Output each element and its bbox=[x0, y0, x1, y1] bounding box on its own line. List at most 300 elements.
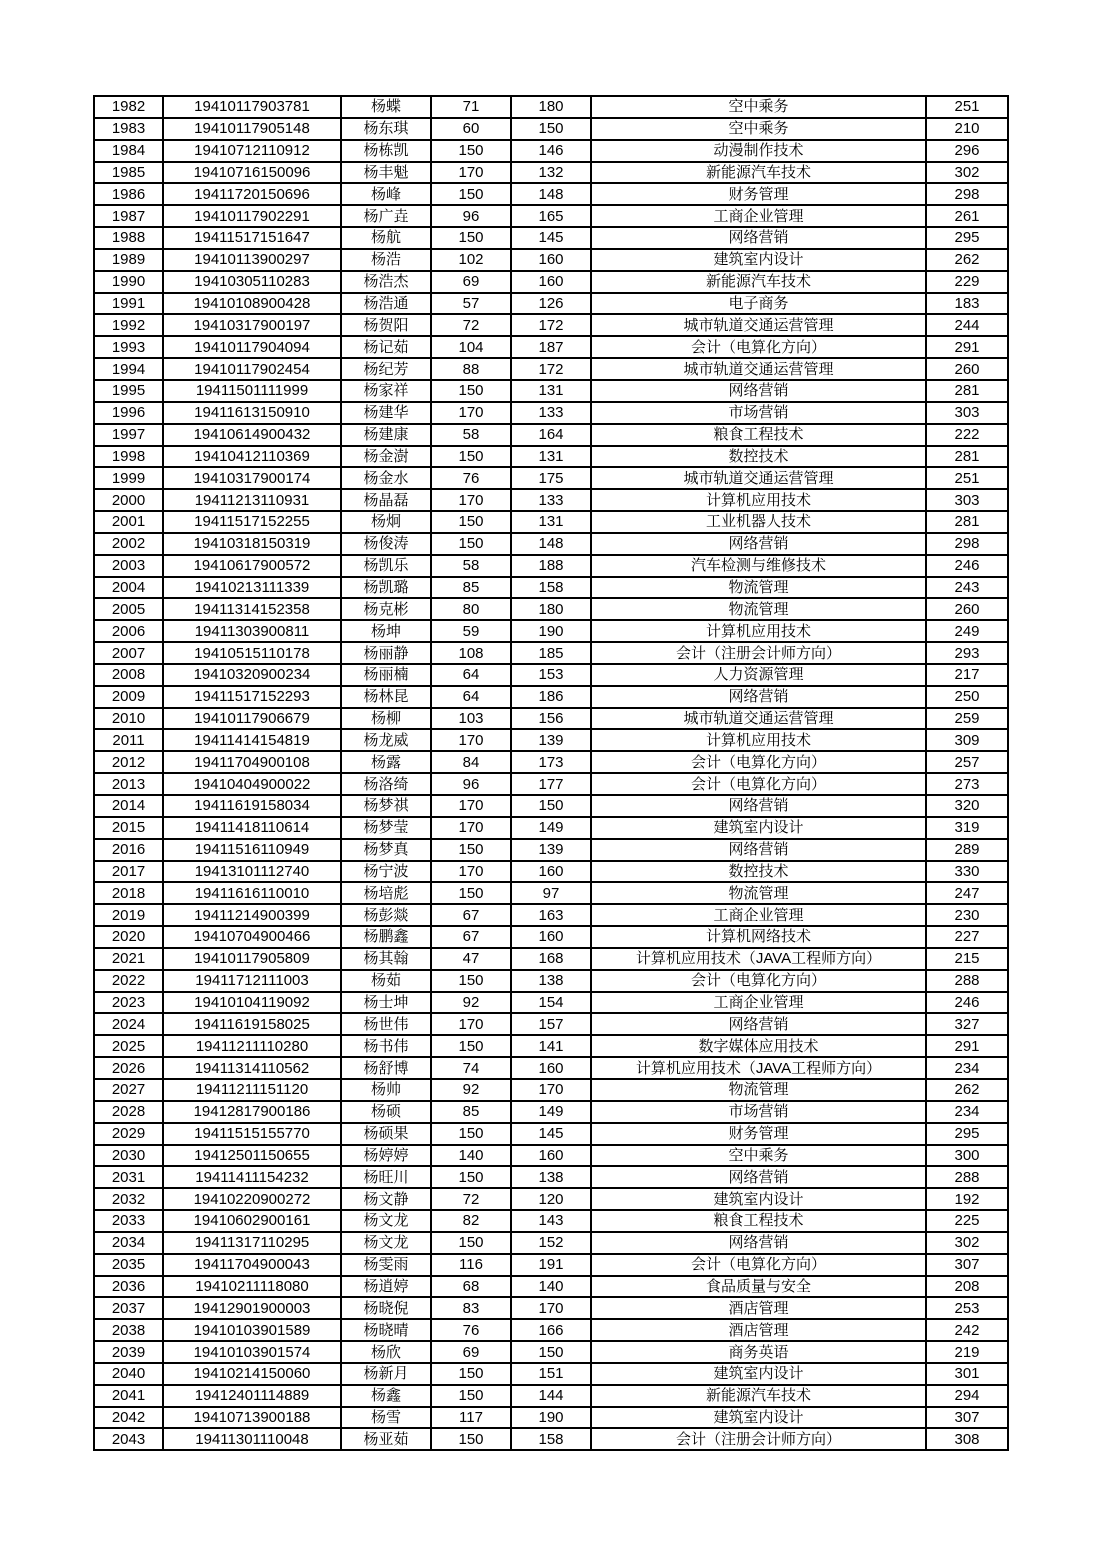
cell-student-name: 杨坤 bbox=[341, 620, 431, 642]
cell-student-name: 杨东琪 bbox=[341, 118, 431, 140]
cell-admitted-major: 动漫制作技术 bbox=[591, 140, 926, 162]
table-row bbox=[94, 183, 1008, 205]
cell-admitted-major: 建筑室内设计 bbox=[591, 1188, 926, 1210]
table-row bbox=[94, 1428, 1008, 1450]
cell-admitted-major: 工商企业管理 bbox=[591, 904, 926, 926]
cell-score-2: 170 bbox=[511, 1079, 591, 1101]
cell-sequence-number: 2001 bbox=[94, 511, 163, 533]
cell-admitted-major: 商务英语 bbox=[591, 1341, 926, 1363]
cell-score-2: 149 bbox=[511, 817, 591, 839]
cell-exam-number: 19411516110949 bbox=[163, 839, 341, 861]
cell-exam-number: 19410213111339 bbox=[163, 577, 341, 599]
cell-score-2: 97 bbox=[511, 882, 591, 904]
cell-score-1: 150 bbox=[431, 511, 511, 533]
cell-exam-number: 19410117902291 bbox=[163, 205, 341, 227]
cell-total-score: 294 bbox=[926, 1385, 1008, 1407]
table-row bbox=[94, 1319, 1008, 1341]
cell-admitted-major: 新能源汽车技术 bbox=[591, 271, 926, 293]
table-row bbox=[94, 992, 1008, 1014]
cell-score-2: 133 bbox=[511, 402, 591, 424]
cell-exam-number: 19410103901574 bbox=[163, 1341, 341, 1363]
cell-score-2: 187 bbox=[511, 336, 591, 358]
cell-exam-number: 19410117903781 bbox=[163, 96, 341, 118]
cell-score-2: 154 bbox=[511, 992, 591, 1014]
cell-sequence-number: 2038 bbox=[94, 1319, 163, 1341]
cell-exam-number: 19411314110562 bbox=[163, 1057, 341, 1079]
cell-total-score: 249 bbox=[926, 620, 1008, 642]
cell-admitted-major: 计算机应用技术 bbox=[591, 489, 926, 511]
cell-total-score: 288 bbox=[926, 1166, 1008, 1188]
table-row bbox=[94, 1385, 1008, 1407]
cell-sequence-number: 2042 bbox=[94, 1407, 163, 1429]
cell-student-name: 杨金水 bbox=[341, 467, 431, 489]
cell-total-score: 251 bbox=[926, 467, 1008, 489]
cell-exam-number: 19410317900174 bbox=[163, 467, 341, 489]
cell-score-1: 84 bbox=[431, 751, 511, 773]
cell-sequence-number: 2029 bbox=[94, 1123, 163, 1145]
cell-sequence-number: 2011 bbox=[94, 729, 163, 751]
table-row bbox=[94, 336, 1008, 358]
cell-score-2: 153 bbox=[511, 664, 591, 686]
cell-total-score: 273 bbox=[926, 773, 1008, 795]
cell-exam-number: 19413101112740 bbox=[163, 861, 341, 883]
cell-exam-number: 19410305110283 bbox=[163, 271, 341, 293]
cell-score-2: 180 bbox=[511, 96, 591, 118]
cell-student-name: 杨建华 bbox=[341, 402, 431, 424]
cell-admitted-major: 会计（电算化方向） bbox=[591, 970, 926, 992]
cell-score-1: 116 bbox=[431, 1254, 511, 1276]
cell-score-1: 47 bbox=[431, 948, 511, 970]
cell-exam-number: 19410113900297 bbox=[163, 249, 341, 271]
cell-total-score: 260 bbox=[926, 358, 1008, 380]
cell-total-score: 247 bbox=[926, 882, 1008, 904]
cell-score-1: 76 bbox=[431, 467, 511, 489]
cell-score-1: 60 bbox=[431, 118, 511, 140]
cell-total-score: 295 bbox=[926, 1123, 1008, 1145]
cell-total-score: 327 bbox=[926, 1013, 1008, 1035]
cell-admitted-major: 酒店管理 bbox=[591, 1319, 926, 1341]
cell-sequence-number: 2006 bbox=[94, 620, 163, 642]
cell-score-1: 170 bbox=[431, 489, 511, 511]
cell-student-name: 杨雯雨 bbox=[341, 1254, 431, 1276]
cell-score-1: 68 bbox=[431, 1276, 511, 1298]
cell-score-2: 143 bbox=[511, 1210, 591, 1232]
cell-admitted-major: 空中乘务 bbox=[591, 118, 926, 140]
cell-sequence-number: 1988 bbox=[94, 227, 163, 249]
cell-student-name: 杨欣 bbox=[341, 1341, 431, 1363]
cell-sequence-number: 1998 bbox=[94, 446, 163, 468]
cell-total-score: 251 bbox=[926, 96, 1008, 118]
table-row bbox=[94, 708, 1008, 730]
cell-score-1: 76 bbox=[431, 1319, 511, 1341]
cell-score-2: 139 bbox=[511, 729, 591, 751]
cell-score-2: 126 bbox=[511, 293, 591, 315]
table-row bbox=[94, 227, 1008, 249]
cell-student-name: 杨培彪 bbox=[341, 882, 431, 904]
cell-score-2: 144 bbox=[511, 1385, 591, 1407]
cell-sequence-number: 1983 bbox=[94, 118, 163, 140]
table-row bbox=[94, 249, 1008, 271]
cell-score-1: 117 bbox=[431, 1407, 511, 1429]
cell-sequence-number: 2027 bbox=[94, 1079, 163, 1101]
cell-score-2: 157 bbox=[511, 1013, 591, 1035]
cell-score-2: 160 bbox=[511, 861, 591, 883]
cell-student-name: 杨浩杰 bbox=[341, 271, 431, 293]
cell-student-name: 杨文龙 bbox=[341, 1210, 431, 1232]
cell-total-score: 246 bbox=[926, 555, 1008, 577]
cell-sequence-number: 2040 bbox=[94, 1363, 163, 1385]
cell-score-2: 148 bbox=[511, 183, 591, 205]
cell-student-name: 杨栋凯 bbox=[341, 140, 431, 162]
cell-student-name: 杨凯璐 bbox=[341, 577, 431, 599]
cell-total-score: 296 bbox=[926, 140, 1008, 162]
cell-exam-number: 19412901900003 bbox=[163, 1297, 341, 1319]
cell-total-score: 253 bbox=[926, 1297, 1008, 1319]
cell-sequence-number: 2039 bbox=[94, 1341, 163, 1363]
cell-sequence-number: 1987 bbox=[94, 205, 163, 227]
cell-total-score: 244 bbox=[926, 314, 1008, 336]
cell-score-2: 149 bbox=[511, 1101, 591, 1123]
cell-score-2: 191 bbox=[511, 1254, 591, 1276]
cell-score-1: 170 bbox=[431, 1013, 511, 1035]
cell-sequence-number: 2033 bbox=[94, 1210, 163, 1232]
cell-admitted-major: 计算机应用技术 bbox=[591, 620, 926, 642]
cell-sequence-number: 2008 bbox=[94, 664, 163, 686]
cell-student-name: 杨纪芳 bbox=[341, 358, 431, 380]
cell-exam-number: 19410214150060 bbox=[163, 1363, 341, 1385]
cell-total-score: 320 bbox=[926, 795, 1008, 817]
cell-score-2: 150 bbox=[511, 795, 591, 817]
cell-exam-number: 19411517151647 bbox=[163, 227, 341, 249]
cell-sequence-number: 2020 bbox=[94, 926, 163, 948]
cell-student-name: 杨梦莹 bbox=[341, 817, 431, 839]
cell-score-1: 150 bbox=[431, 446, 511, 468]
cell-score-1: 150 bbox=[431, 227, 511, 249]
cell-exam-number: 19411418110614 bbox=[163, 817, 341, 839]
cell-admitted-major: 会计（电算化方向） bbox=[591, 1254, 926, 1276]
cell-admitted-major: 工业机器人技术 bbox=[591, 511, 926, 533]
table-row bbox=[94, 773, 1008, 795]
cell-admitted-major: 网络营销 bbox=[591, 839, 926, 861]
cell-sequence-number: 2022 bbox=[94, 970, 163, 992]
table-row bbox=[94, 1297, 1008, 1319]
cell-total-score: 298 bbox=[926, 183, 1008, 205]
cell-student-name: 杨宁波 bbox=[341, 861, 431, 883]
cell-student-name: 杨航 bbox=[341, 227, 431, 249]
cell-exam-number: 19411314152358 bbox=[163, 598, 341, 620]
cell-admitted-major: 食品质量与安全 bbox=[591, 1276, 926, 1298]
cell-student-name: 杨蝶 bbox=[341, 96, 431, 118]
cell-score-1: 170 bbox=[431, 402, 511, 424]
cell-score-1: 67 bbox=[431, 926, 511, 948]
cell-exam-number: 19412501150655 bbox=[163, 1145, 341, 1167]
cell-score-1: 150 bbox=[431, 970, 511, 992]
cell-total-score: 302 bbox=[926, 1232, 1008, 1254]
cell-score-1: 64 bbox=[431, 664, 511, 686]
table-row bbox=[94, 1188, 1008, 1210]
cell-total-score: 291 bbox=[926, 1035, 1008, 1057]
cell-score-2: 190 bbox=[511, 1407, 591, 1429]
cell-student-name: 杨新月 bbox=[341, 1363, 431, 1385]
table-row bbox=[94, 948, 1008, 970]
cell-score-1: 150 bbox=[431, 1123, 511, 1145]
cell-total-score: 293 bbox=[926, 642, 1008, 664]
cell-exam-number: 19410211118080 bbox=[163, 1276, 341, 1298]
table-row bbox=[94, 751, 1008, 773]
cell-total-score: 303 bbox=[926, 489, 1008, 511]
cell-exam-number: 19410602900161 bbox=[163, 1210, 341, 1232]
cell-student-name: 杨舒博 bbox=[341, 1057, 431, 1079]
cell-admitted-major: 城市轨道交通运营管理 bbox=[591, 314, 926, 336]
cell-sequence-number: 2032 bbox=[94, 1188, 163, 1210]
table-row bbox=[94, 467, 1008, 489]
cell-score-2: 139 bbox=[511, 839, 591, 861]
table-row bbox=[94, 140, 1008, 162]
cell-score-2: 152 bbox=[511, 1232, 591, 1254]
cell-score-2: 166 bbox=[511, 1319, 591, 1341]
cell-student-name: 杨克彬 bbox=[341, 598, 431, 620]
cell-score-2: 150 bbox=[511, 1341, 591, 1363]
cell-score-1: 69 bbox=[431, 1341, 511, 1363]
cell-student-name: 杨浩 bbox=[341, 249, 431, 271]
cell-total-score: 330 bbox=[926, 861, 1008, 883]
cell-exam-number: 19411301110048 bbox=[163, 1428, 341, 1450]
cell-exam-number: 19410617900572 bbox=[163, 555, 341, 577]
cell-total-score: 234 bbox=[926, 1101, 1008, 1123]
cell-student-name: 杨逍婷 bbox=[341, 1276, 431, 1298]
cell-total-score: 208 bbox=[926, 1276, 1008, 1298]
table-row bbox=[94, 1013, 1008, 1035]
cell-score-2: 175 bbox=[511, 467, 591, 489]
cell-exam-number: 19410716150096 bbox=[163, 162, 341, 184]
cell-score-2: 140 bbox=[511, 1276, 591, 1298]
cell-sequence-number: 2004 bbox=[94, 577, 163, 599]
table-row bbox=[94, 533, 1008, 555]
table-row bbox=[94, 446, 1008, 468]
table-row bbox=[94, 882, 1008, 904]
table-row bbox=[94, 205, 1008, 227]
cell-exam-number: 19411517152293 bbox=[163, 686, 341, 708]
cell-total-score: 301 bbox=[926, 1363, 1008, 1385]
cell-total-score: 222 bbox=[926, 424, 1008, 446]
table-row bbox=[94, 1276, 1008, 1298]
cell-student-name: 杨峰 bbox=[341, 183, 431, 205]
table-row bbox=[94, 1166, 1008, 1188]
cell-admitted-major: 会计（注册会计师方向） bbox=[591, 1428, 926, 1450]
cell-score-2: 160 bbox=[511, 926, 591, 948]
cell-total-score: 295 bbox=[926, 227, 1008, 249]
cell-total-score: 262 bbox=[926, 249, 1008, 271]
table-row bbox=[94, 424, 1008, 446]
cell-admitted-major: 计算机应用技术（JAVA工程师方向） bbox=[591, 1057, 926, 1079]
cell-sequence-number: 2013 bbox=[94, 773, 163, 795]
table-row bbox=[94, 511, 1008, 533]
cell-exam-number: 19410317900197 bbox=[163, 314, 341, 336]
cell-sequence-number: 2007 bbox=[94, 642, 163, 664]
cell-sequence-number: 1990 bbox=[94, 271, 163, 293]
cell-total-score: 234 bbox=[926, 1057, 1008, 1079]
table-row bbox=[94, 1145, 1008, 1167]
cell-score-1: 150 bbox=[431, 1166, 511, 1188]
cell-sequence-number: 1996 bbox=[94, 402, 163, 424]
cell-sequence-number: 2036 bbox=[94, 1276, 163, 1298]
cell-total-score: 307 bbox=[926, 1407, 1008, 1429]
cell-score-1: 67 bbox=[431, 904, 511, 926]
table-row bbox=[94, 817, 1008, 839]
table-row bbox=[94, 358, 1008, 380]
table-row bbox=[94, 839, 1008, 861]
cell-total-score: 291 bbox=[926, 336, 1008, 358]
cell-exam-number: 19411303900811 bbox=[163, 620, 341, 642]
cell-student-name: 杨雪 bbox=[341, 1407, 431, 1429]
cell-score-1: 59 bbox=[431, 620, 511, 642]
cell-exam-number: 19411211110280 bbox=[163, 1035, 341, 1057]
cell-score-2: 172 bbox=[511, 358, 591, 380]
cell-score-2: 133 bbox=[511, 489, 591, 511]
score-table bbox=[93, 95, 1009, 1451]
table-row bbox=[94, 489, 1008, 511]
table-row bbox=[94, 96, 1008, 118]
cell-exam-number: 19410320900234 bbox=[163, 664, 341, 686]
cell-total-score: 246 bbox=[926, 992, 1008, 1014]
table-row bbox=[94, 162, 1008, 184]
cell-student-name: 杨露 bbox=[341, 751, 431, 773]
cell-score-2: 141 bbox=[511, 1035, 591, 1057]
cell-sequence-number: 2024 bbox=[94, 1013, 163, 1035]
cell-student-name: 杨晓倪 bbox=[341, 1297, 431, 1319]
cell-total-score: 281 bbox=[926, 380, 1008, 402]
cell-score-2: 185 bbox=[511, 642, 591, 664]
cell-total-score: 242 bbox=[926, 1319, 1008, 1341]
cell-score-1: 96 bbox=[431, 205, 511, 227]
cell-exam-number: 19410713900188 bbox=[163, 1407, 341, 1429]
cell-total-score: 192 bbox=[926, 1188, 1008, 1210]
cell-exam-number: 19411501111999 bbox=[163, 380, 341, 402]
cell-exam-number: 19411704900108 bbox=[163, 751, 341, 773]
cell-sequence-number: 1984 bbox=[94, 140, 163, 162]
cell-total-score: 298 bbox=[926, 533, 1008, 555]
cell-score-1: 104 bbox=[431, 336, 511, 358]
cell-student-name: 杨洛绮 bbox=[341, 773, 431, 795]
cell-admitted-major: 计算机应用技术 bbox=[591, 729, 926, 751]
cell-student-name: 杨硕果 bbox=[341, 1123, 431, 1145]
cell-admitted-major: 网络营销 bbox=[591, 227, 926, 249]
table-row bbox=[94, 1101, 1008, 1123]
cell-admitted-major: 空中乘务 bbox=[591, 96, 926, 118]
cell-exam-number: 19411317110295 bbox=[163, 1232, 341, 1254]
table-row bbox=[94, 1079, 1008, 1101]
cell-total-score: 250 bbox=[926, 686, 1008, 708]
cell-student-name: 杨晶磊 bbox=[341, 489, 431, 511]
cell-sequence-number: 2018 bbox=[94, 882, 163, 904]
cell-student-name: 杨龙威 bbox=[341, 729, 431, 751]
cell-sequence-number: 2017 bbox=[94, 861, 163, 883]
cell-score-2: 160 bbox=[511, 249, 591, 271]
cell-student-name: 杨林昆 bbox=[341, 686, 431, 708]
cell-score-1: 108 bbox=[431, 642, 511, 664]
cell-score-2: 177 bbox=[511, 773, 591, 795]
cell-score-2: 145 bbox=[511, 1123, 591, 1145]
cell-total-score: 303 bbox=[926, 402, 1008, 424]
cell-exam-number: 19411211151120 bbox=[163, 1079, 341, 1101]
cell-exam-number: 19410220900272 bbox=[163, 1188, 341, 1210]
cell-total-score: 289 bbox=[926, 839, 1008, 861]
cell-score-2: 138 bbox=[511, 970, 591, 992]
cell-score-1: 71 bbox=[431, 96, 511, 118]
cell-student-name: 杨浩通 bbox=[341, 293, 431, 315]
cell-total-score: 259 bbox=[926, 708, 1008, 730]
cell-student-name: 杨旺川 bbox=[341, 1166, 431, 1188]
cell-score-2: 186 bbox=[511, 686, 591, 708]
table-row bbox=[94, 1232, 1008, 1254]
cell-score-1: 69 bbox=[431, 271, 511, 293]
cell-exam-number: 19410404900022 bbox=[163, 773, 341, 795]
cell-sequence-number: 2030 bbox=[94, 1145, 163, 1167]
cell-student-name: 杨书伟 bbox=[341, 1035, 431, 1057]
cell-sequence-number: 2043 bbox=[94, 1428, 163, 1450]
cell-exam-number: 19412817900186 bbox=[163, 1101, 341, 1123]
score-table-body bbox=[94, 96, 1008, 1450]
cell-score-1: 57 bbox=[431, 293, 511, 315]
cell-score-2: 188 bbox=[511, 555, 591, 577]
cell-admitted-major: 网络营销 bbox=[591, 1232, 926, 1254]
cell-score-1: 170 bbox=[431, 795, 511, 817]
cell-score-1: 140 bbox=[431, 1145, 511, 1167]
table-row bbox=[94, 664, 1008, 686]
cell-score-1: 150 bbox=[431, 1232, 511, 1254]
cell-sequence-number: 2009 bbox=[94, 686, 163, 708]
cell-score-1: 80 bbox=[431, 598, 511, 620]
cell-student-name: 杨建康 bbox=[341, 424, 431, 446]
cell-score-1: 88 bbox=[431, 358, 511, 380]
cell-score-2: 168 bbox=[511, 948, 591, 970]
table-row bbox=[94, 1035, 1008, 1057]
table-row bbox=[94, 1057, 1008, 1079]
cell-admitted-major: 城市轨道交通运营管理 bbox=[591, 708, 926, 730]
cell-admitted-major: 数控技术 bbox=[591, 446, 926, 468]
cell-total-score: 288 bbox=[926, 970, 1008, 992]
cell-score-1: 72 bbox=[431, 314, 511, 336]
table-row bbox=[94, 686, 1008, 708]
table-row bbox=[94, 1363, 1008, 1385]
cell-admitted-major: 财务管理 bbox=[591, 183, 926, 205]
table-row bbox=[94, 577, 1008, 599]
cell-total-score: 227 bbox=[926, 926, 1008, 948]
cell-exam-number: 19411619158025 bbox=[163, 1013, 341, 1035]
cell-score-1: 64 bbox=[431, 686, 511, 708]
cell-total-score: 215 bbox=[926, 948, 1008, 970]
cell-score-1: 58 bbox=[431, 555, 511, 577]
cell-score-1: 150 bbox=[431, 140, 511, 162]
cell-student-name: 杨亚茹 bbox=[341, 1428, 431, 1450]
cell-exam-number: 19411214900399 bbox=[163, 904, 341, 926]
table-row bbox=[94, 970, 1008, 992]
cell-exam-number: 19410103901589 bbox=[163, 1319, 341, 1341]
cell-admitted-major: 物流管理 bbox=[591, 598, 926, 620]
table-row bbox=[94, 620, 1008, 642]
cell-admitted-major: 计算机网络技术 bbox=[591, 926, 926, 948]
table-row bbox=[94, 271, 1008, 293]
cell-exam-number: 19410117904094 bbox=[163, 336, 341, 358]
cell-admitted-major: 计算机应用技术（JAVA工程师方向） bbox=[591, 948, 926, 970]
cell-student-name: 杨文静 bbox=[341, 1188, 431, 1210]
cell-exam-number: 19410412110369 bbox=[163, 446, 341, 468]
cell-score-2: 145 bbox=[511, 227, 591, 249]
cell-sequence-number: 2021 bbox=[94, 948, 163, 970]
cell-sequence-number: 2015 bbox=[94, 817, 163, 839]
cell-total-score: 210 bbox=[926, 118, 1008, 140]
cell-sequence-number: 2005 bbox=[94, 598, 163, 620]
